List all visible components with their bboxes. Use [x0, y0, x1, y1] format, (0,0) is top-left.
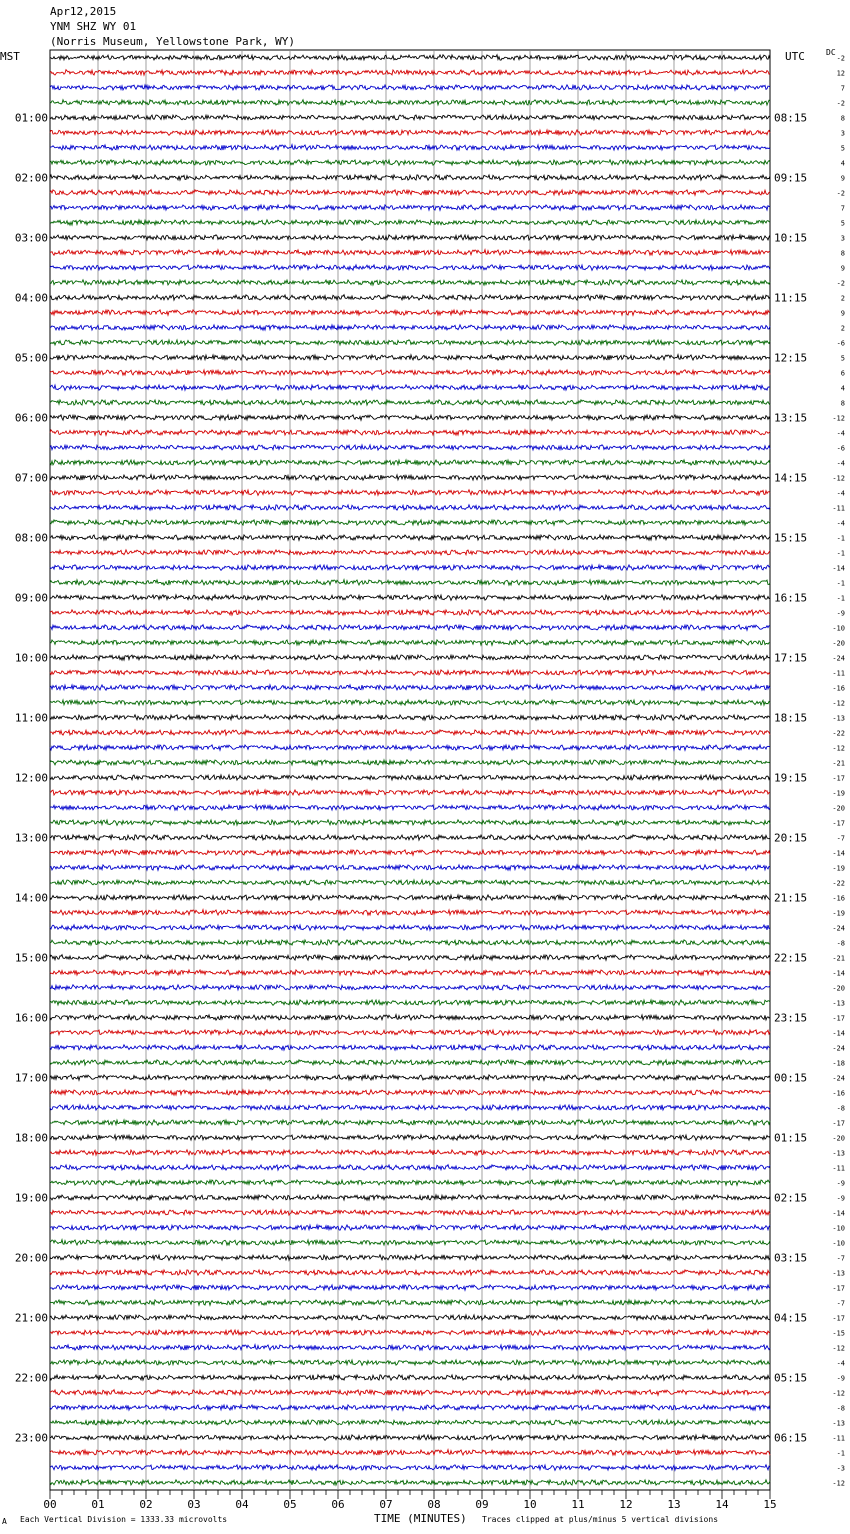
utc-hour-label: 15:15: [774, 531, 808, 545]
dc-offset-label: -1: [836, 534, 845, 543]
dc-offset-label: 2: [840, 324, 845, 333]
trace-row: [50, 340, 770, 346]
dc-offset-label: -13: [832, 1419, 845, 1428]
utc-hour-label: 10:15: [774, 231, 808, 245]
trace-row: [50, 1210, 770, 1216]
x-tick-label: 06: [331, 1498, 345, 1511]
trace-row: [50, 595, 770, 601]
trace-row: [50, 865, 770, 871]
dc-offset-label: -8: [836, 1404, 845, 1413]
utc-hour-label: 18:15: [774, 711, 808, 725]
dc-offset-label: 3: [840, 234, 845, 243]
dc-offset-label: -19: [832, 864, 845, 873]
trace-row: [50, 1345, 770, 1350]
mst-hour-label: 11:00: [14, 711, 48, 725]
trace-row: [50, 235, 770, 241]
chart-location: (Norris Museum, Yellowstone Park, WY): [50, 35, 296, 48]
trace-row: [50, 265, 770, 270]
dc-offset-label: -4: [836, 1359, 845, 1368]
trace-row: [50, 160, 770, 166]
mst-hour-label: 21:00: [14, 1311, 48, 1325]
mst-hour-label: 16:00: [14, 1011, 48, 1025]
dc-offset-label: -17: [832, 1119, 845, 1128]
dc-offset-label: -11: [832, 669, 845, 678]
trace-row: [50, 520, 770, 525]
trace-row: [50, 925, 770, 931]
trace-row: [50, 205, 770, 210]
dc-offset-label: 12: [836, 69, 845, 78]
dc-offset-label: -4: [836, 459, 845, 468]
trace-row: [50, 670, 770, 676]
dc-offset-label: -9: [836, 1374, 845, 1383]
dc-offset-label: -8: [836, 1104, 845, 1113]
dc-offset-label: -17: [832, 819, 845, 828]
x-tick-label: 01: [91, 1498, 105, 1511]
trace-row: [50, 985, 770, 990]
trace-row: [50, 730, 770, 736]
dc-offset-label: -20: [832, 1134, 845, 1143]
mst-hour-label: 13:00: [14, 831, 48, 845]
dc-offset-label: -14: [832, 564, 845, 573]
dc-offset-label: -7: [836, 834, 845, 843]
trace-row: [50, 415, 770, 420]
utc-hour-label: 13:15: [774, 411, 808, 425]
dc-offset-label: -1: [836, 579, 845, 588]
dc-offset-label: -22: [832, 729, 845, 738]
trace-row: [50, 550, 770, 555]
mst-hour-label: 22:00: [14, 1371, 48, 1385]
x-tick-label: 00: [43, 1498, 57, 1511]
dc-offset-label: -16: [832, 894, 845, 903]
utc-hour-label: 06:15: [774, 1431, 808, 1445]
dc-offset-label: -6: [836, 339, 845, 348]
dc-offset-label: -14: [832, 1209, 845, 1218]
dc-offset-label: -12: [832, 1389, 845, 1398]
dc-offset-label: -24: [832, 1044, 845, 1053]
trace-row: [50, 1030, 770, 1036]
mst-hour-label: 14:00: [14, 891, 48, 905]
dc-offset-label: -19: [832, 789, 845, 798]
trace-row: [50, 1150, 770, 1155]
trace-row: [50, 100, 770, 105]
dc-offset-label: -21: [832, 954, 845, 963]
utc-hour-label: 04:15: [774, 1311, 808, 1325]
dc-offset-label: -13: [832, 714, 845, 723]
trace-row: [50, 1405, 770, 1410]
x-tick-label: 03: [187, 1498, 201, 1511]
trace-row: [50, 490, 770, 496]
x-tick-label: 10: [523, 1498, 537, 1511]
dc-offset-label: -9: [836, 609, 845, 618]
mst-hour-label: 01:00: [14, 111, 48, 125]
footer-mark: A: [2, 1517, 7, 1526]
mst-hour-label: 02:00: [14, 171, 48, 185]
dc-offset-label: -20: [832, 804, 845, 813]
x-tick-label: 07: [379, 1498, 393, 1511]
dc-offset-label: -12: [832, 1479, 845, 1488]
trace-row: [50, 1060, 770, 1066]
x-tick-label: 12: [619, 1498, 633, 1511]
utc-hour-label: 03:15: [774, 1251, 808, 1265]
x-tick-label: 15: [763, 1498, 777, 1511]
dc-offset-label: -24: [832, 1074, 845, 1083]
dc-offset-label: -12: [832, 414, 845, 423]
trace-row: [50, 610, 770, 615]
trace-row: [50, 190, 770, 196]
dc-offset-label: -10: [832, 1224, 845, 1233]
dc-offset-label: 5: [840, 219, 845, 228]
dc-offset-label: -16: [832, 684, 845, 693]
dc-offset-label: -2: [836, 99, 845, 108]
dc-offset-label: 3: [840, 129, 845, 138]
dc-offset-label: -24: [832, 924, 845, 933]
trace-row: [50, 55, 770, 60]
trace-row: [50, 1480, 770, 1485]
utc-hour-label: 08:15: [774, 111, 808, 125]
x-tick-label: 02: [139, 1498, 153, 1511]
mst-hour-label: 05:00: [14, 351, 48, 365]
trace-row: [50, 805, 770, 810]
mst-hour-label: 20:00: [14, 1251, 48, 1265]
x-tick-label: 11: [571, 1498, 585, 1511]
trace-row: [50, 625, 770, 631]
trace-row: [50, 130, 770, 136]
mst-hour-label: 03:00: [14, 231, 48, 245]
dc-offset-label: -24: [832, 654, 845, 663]
dc-offset-label: -19: [832, 909, 845, 918]
trace-row: [50, 835, 770, 841]
mst-hour-label: 08:00: [14, 531, 48, 545]
dc-offset-label: -20: [832, 984, 845, 993]
utc-hour-label: 00:15: [774, 1071, 808, 1085]
dc-offset-label: -2: [836, 189, 845, 198]
trace-row: [50, 1375, 770, 1380]
x-tick-label: 05: [283, 1498, 297, 1511]
trace-row: [50, 1330, 770, 1336]
chart-station: YNM SHZ WY 01: [50, 20, 137, 33]
trace-row: [50, 445, 770, 451]
trace-row: [50, 1120, 770, 1126]
mst-hour-label: 10:00: [14, 651, 48, 665]
dc-offset-label: 4: [840, 159, 845, 168]
dc-offset-label: 8: [840, 399, 845, 408]
dc-offset-label: 8: [840, 114, 845, 123]
trace-row: [50, 1090, 770, 1095]
mst-hour-label: 04:00: [14, 291, 48, 305]
dc-offset-label: -3: [836, 1464, 845, 1473]
trace-row: [50, 1420, 770, 1425]
dc-offset-label: -11: [832, 1434, 845, 1443]
trace-row: [50, 580, 770, 585]
trace-row: [50, 175, 770, 180]
mst-hour-label: 15:00: [14, 951, 48, 965]
mst-hour-label: 23:00: [14, 1431, 48, 1445]
dc-offset-label: -6: [836, 444, 845, 453]
trace-row: [50, 145, 770, 150]
dc-offset-label: -15: [832, 1329, 845, 1338]
trace-row: [50, 400, 770, 406]
trace-row: [50, 1255, 770, 1261]
trace-row: [50, 1465, 770, 1471]
dc-offset-label: -21: [832, 759, 845, 768]
dc-offset-label: 2: [840, 294, 845, 303]
dc-offset-label: -1: [836, 549, 845, 558]
trace-row: [50, 655, 770, 660]
trace-row: [50, 355, 770, 361]
trace-row: [50, 1450, 770, 1455]
dc-offset-label: -22: [832, 879, 845, 888]
mst-hour-label: 19:00: [14, 1191, 48, 1205]
dc-offset-label: -7: [836, 1299, 845, 1308]
mst-hour-label: 07:00: [14, 471, 48, 485]
trace-row: [50, 970, 770, 975]
dc-offset-label: -10: [832, 624, 845, 633]
dc-offset-label: -17: [832, 1014, 845, 1023]
trace-row: [50, 910, 770, 915]
dc-offset-label: 9: [840, 264, 845, 273]
utc-hour-label: 22:15: [774, 951, 808, 965]
trace-row: [50, 1000, 770, 1006]
trace-row: [50, 1390, 770, 1396]
dc-offset-label: 5: [840, 354, 845, 363]
trace-row: [50, 820, 770, 826]
dc-offset-label: -14: [832, 1029, 845, 1038]
trace-row: [50, 745, 770, 750]
dc-offset-label: 5: [840, 144, 845, 153]
utc-hour-label: 12:15: [774, 351, 808, 365]
dc-offset-label: -14: [832, 969, 845, 978]
dc-offset-label: -14: [832, 849, 845, 858]
clip-note: Traces clipped at plus/minus 5 vertical divisions: [482, 1515, 719, 1524]
x-tick-label: 14: [715, 1498, 729, 1511]
mst-hour-label: 09:00: [14, 591, 48, 605]
trace-row: [50, 85, 770, 90]
x-tick-label: 13: [667, 1498, 681, 1511]
utc-hour-label: 23:15: [774, 1011, 808, 1025]
trace-row: [50, 760, 770, 766]
trace-row: [50, 715, 770, 720]
dc-offset-label: -9: [836, 1179, 845, 1188]
x-axis-title: TIME (MINUTES): [374, 1512, 467, 1525]
dc-offset-label: -1: [836, 594, 845, 603]
dc-offset-label: -7: [836, 1254, 845, 1263]
dc-offset-label: 4: [840, 384, 845, 393]
x-tick-label: 04: [235, 1498, 249, 1511]
trace-row: [50, 115, 770, 120]
dc-offset-label: -13: [832, 1269, 845, 1278]
dc-offset-label: -4: [836, 489, 845, 498]
utc-hour-label: 05:15: [774, 1371, 808, 1385]
dc-offset-label: -17: [832, 1314, 845, 1323]
mst-hour-label: 06:00: [14, 411, 48, 425]
trace-row: [50, 1435, 770, 1441]
trace-row: [50, 505, 770, 511]
trace-row: [50, 1225, 770, 1230]
dc-offset-label: -16: [832, 1089, 845, 1098]
dc-offset-label: 7: [840, 204, 845, 213]
dc-offset-label: -18: [832, 1059, 845, 1068]
dc-offset-label: 9: [840, 174, 845, 183]
trace-row: [50, 295, 770, 301]
trace-row: [50, 1015, 770, 1020]
trace-row: [50, 955, 770, 961]
trace-row: [50, 460, 770, 465]
dc-offset-label: -20: [832, 639, 845, 648]
trace-row: [50, 895, 770, 901]
dc-offset-label: -8: [836, 939, 845, 948]
dc-offset-label: -4: [836, 519, 845, 528]
trace-row: [50, 220, 770, 225]
utc-hour-label: 11:15: [774, 291, 808, 305]
utc-hour-label: 09:15: [774, 171, 808, 185]
trace-row: [50, 565, 770, 571]
trace-row: [50, 880, 770, 885]
trace-row: [50, 430, 770, 436]
utc-hour-label: 01:15: [774, 1131, 808, 1145]
trace-row: [50, 475, 770, 480]
dc-offset-label: 7: [840, 84, 845, 93]
mst-hour-label: 18:00: [14, 1131, 48, 1145]
x-tick-label: 09: [475, 1498, 489, 1511]
x-tick-label: 08: [427, 1498, 441, 1511]
dc-offset-label: -12: [832, 1344, 845, 1353]
utc-hour-label: 19:15: [774, 771, 808, 785]
trace-row: [50, 1240, 770, 1245]
utc-hour-label: 17:15: [774, 651, 808, 665]
trace-row: [50, 280, 770, 285]
dc-offset-label: -2: [836, 54, 845, 63]
trace-row: [50, 640, 770, 645]
trace-row: [50, 310, 770, 315]
dc-offset-label: 9: [840, 309, 845, 318]
trace-row: [50, 1315, 770, 1320]
trace-row: [50, 385, 770, 391]
trace-row: [50, 1045, 770, 1050]
mst-hour-label: 12:00: [14, 771, 48, 785]
dc-offset-label: 8: [840, 249, 845, 258]
trace-row: [50, 700, 770, 705]
trace-row: [50, 1180, 770, 1185]
trace-row: [50, 790, 770, 796]
dc-offset-label: -11: [832, 504, 845, 513]
dc-offset-label: -12: [832, 744, 845, 753]
trace-row: [50, 940, 770, 945]
trace-row: [50, 1075, 770, 1080]
trace-row: [50, 1165, 770, 1171]
dc-offset-label: -13: [832, 1149, 845, 1158]
trace-row: [50, 1270, 770, 1276]
trace-row: [50, 1360, 770, 1366]
dc-offset-label: -1: [836, 1449, 845, 1458]
utc-label: UTC: [785, 50, 805, 63]
dc-offset-label: -10: [832, 1239, 845, 1248]
trace-row: [50, 250, 770, 256]
dc-offset-label: -11: [832, 1164, 845, 1173]
trace-row: [50, 1300, 770, 1306]
trace-row: [50, 775, 770, 781]
dc-offset-label: -2: [836, 279, 845, 288]
trace-row: [50, 1285, 770, 1290]
dc-offset-label: -17: [832, 1284, 845, 1293]
dc-offset-label: -12: [832, 474, 845, 483]
utc-hour-label: 02:15: [774, 1191, 808, 1205]
dc-offset-label: -9: [836, 1194, 845, 1203]
trace-row: [50, 325, 770, 330]
trace-row: [50, 850, 770, 855]
scale-note: Each Vertical Division = 1333.33 microvolts: [20, 1515, 228, 1524]
dc-offset-label: -4: [836, 429, 845, 438]
trace-row: [50, 370, 770, 375]
dc-offset-label: -17: [832, 774, 845, 783]
trace-row: [50, 685, 770, 691]
dc-offset-label: -13: [832, 999, 845, 1008]
trace-row: [50, 1105, 770, 1111]
mst-label: MST: [0, 50, 20, 63]
trace-row: [50, 535, 770, 541]
dc-offset-label: 6: [840, 369, 845, 378]
chart-date: Apr12,2015: [50, 5, 117, 18]
mst-hour-label: 17:00: [14, 1071, 48, 1085]
dc-offset-label: -12: [832, 699, 845, 708]
dc-label: DC: [826, 48, 836, 57]
utc-hour-label: 20:15: [774, 831, 808, 845]
trace-row: [50, 1195, 770, 1201]
utc-hour-label: 21:15: [774, 891, 808, 905]
trace-row: [50, 70, 770, 75]
utc-hour-label: 16:15: [774, 591, 808, 605]
trace-row: [50, 1135, 770, 1140]
utc-hour-label: 14:15: [774, 471, 808, 485]
